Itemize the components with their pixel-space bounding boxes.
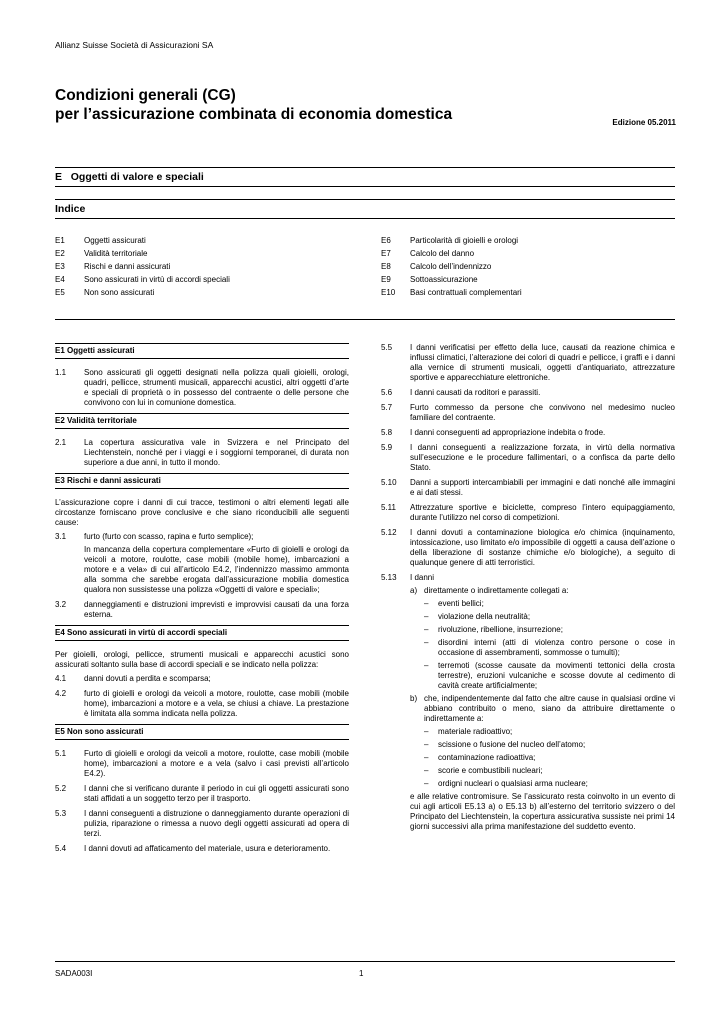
list-item: – terremoti (scosse causate da movimenti tettonici della crosta terrestre), eruzioni vulcaniche e scosse dovute al cedimento di cavità create artificialmente;	[424, 661, 675, 690]
clause-5-2: 5.2 I danni che si verificano durante il periodo in cui gli oggetti assicurati sono stati affidati a un soggetto terzo per il trasporto.	[55, 784, 349, 803]
list-item: – contaminazione radioattiva;	[424, 753, 536, 762]
list-item: – scorie e combustibili nucleari;	[424, 766, 543, 775]
divider	[55, 186, 675, 187]
page-number: 1	[359, 969, 364, 978]
list-item: – rivoluzione, ribellione, insurrezione;	[424, 625, 563, 634]
clause-5-8: 5.8 I danni conseguenti ad appropriazione indebita o frode.	[381, 428, 606, 437]
divider	[55, 218, 675, 219]
company-name: Allianz Suisse Società di Assicurazioni SA	[55, 40, 214, 50]
clause-5-13-b: b) che, indipendentemente dal fatto che altre cause in qualsiasi ordine vi abbiano contribuito o meno, siano da attribuire direttamente o indirettamente a:	[410, 694, 675, 723]
clause-5-3: 5.3 I danni conseguenti a distruzione o danneggiamento durante operazioni di pulizia, riparazione o rimessa a nuovo degli oggetti assicurati ad opera di terzi.	[55, 809, 349, 838]
clause-3-1: 3.1 furto (furto con scasso, rapina e furto semplice);	[55, 532, 254, 541]
clause-4-2: 4.2 furto di gioielli e orologi da veicoli a motore, roulotte, case mobili (mobile home), imbarcazioni a motore e a vela, se chiusi a chiave. La prestazione è limitata alla somma indicata nella polizza.	[55, 689, 349, 718]
article-heading-e5: E5 Non sono assicurati	[55, 724, 349, 740]
document-title	[55, 86, 452, 124]
divider	[55, 199, 675, 200]
list-item: – ordigni nucleari o qualsiasi arma nucleare;	[424, 779, 588, 788]
clause-5-9: 5.9 I danni conseguenti a realizzazione forzata, in virtù della normativa sull’esecuzione e le procedure fallimentari, o a confisca da parte dello Stato.	[381, 443, 675, 472]
section-heading: E Oggetti di valore e speciali	[55, 171, 204, 183]
document-code: SADA003I	[55, 969, 93, 978]
body-left-column	[55, 343, 349, 859]
clause-5-10: 5.10 Danni a supporti intercambiabili per immagini e dati nonché alle immagini e ai dati stessi.	[381, 478, 675, 497]
clause-5-1: 5.1 Furto di gioielli e orologi da veicoli a motore, roulotte, case mobili (mobile home), imbarcazioni a motore e a vela (salvo i casi previsti all’articolo E4.2).	[55, 749, 349, 778]
clause-4-1: 4.1 danni dovuti a perdita e scomparsa;	[55, 674, 211, 683]
clause-5-12: 5.12 I danni dovuti a contaminazione biologica e/o chimica (inquinamento, intossicazione, uso limitato e/o impossibile di oggetti a causa dell’azione o della liberazione di sostanze chimiche e/o biologiche), a seguito di qualunque genere di atti terroristici.	[381, 528, 675, 567]
divider	[55, 319, 675, 320]
title-line-2: per l’assicurazione combinata di economia domestica	[55, 106, 453, 123]
intro-paragraph: Per gioielli, orologi, pellicce, strumenti musicali e apparecchi acustici sono assicurati soltanto sulla base di accordi speciali e se indicato nella polizza:	[55, 650, 349, 669]
article-heading-e3: E3 Rischi e danni assicurati	[55, 473, 349, 489]
title-line-1: Condizioni generali (CG)	[55, 87, 236, 104]
clause-5-6: 5.6 I danni causati da roditori e parassiti.	[381, 388, 541, 397]
footer-divider	[55, 961, 675, 962]
list-item: – violazione della neutralità;	[424, 612, 531, 621]
intro-paragraph: L’assicurazione copre i danni di cui tracce, testimoni o altri elementi legati alle circostanze forniscano prove conclusive e che siano riconducibili alle seguenti cause:	[55, 498, 349, 527]
edition-label: Edizione 05.2011	[612, 118, 676, 127]
clause-5-13: 5.13 I danni	[381, 573, 435, 582]
list-item: – disordini interni (atti di violenza contro persone o cose in occasione di assembramenti, sommosse o tumulti);	[424, 638, 675, 657]
clause-1-1: 1.1 Sono assicurati gli oggetti designati nella polizza quali gioielli, orologi, quadri, pellicce, strumenti musicali, apparecchi acustici, altri oggetti d’arte e speciali di proprietà o in possesso del contraente o delle persone che convivono con lui in comunione domestica.	[55, 368, 349, 407]
clause-5-11: 5.11 Attrezzature sportive e biciclette, compreso l’intero equipaggiamento, durante l’utilizzo nel corso di competizioni.	[381, 503, 675, 522]
clause-3-2: 3.2 danneggiamenti e distruzioni imprevisti e improvvisi causati da una forza esterna.	[55, 600, 349, 619]
clause-5-13-a: a) direttamente o indirettamente collegati a:	[410, 586, 569, 595]
body-right-column	[381, 343, 675, 837]
clause-5-4: 5.4 I danni dovuti ad affaticamento del materiale, usura e deterioramento.	[55, 844, 331, 853]
article-heading-e1: E1 Oggetti assicurati	[55, 343, 349, 359]
list-item: – scissione o fusione del nucleo dell’atomo;	[424, 740, 586, 749]
clause-2-1: 2.1 La copertura assicurativa vale in Svizzera e nel Principato del Liechtenstein, nonché per i viaggi e i soggiorni temporanei, di durata non superiore a due anni, in tutto il mondo.	[55, 438, 349, 467]
divider	[55, 167, 675, 168]
clause-3-1-note: In mancanza della copertura complementare «Furto di gioielli e orologi da veicoli a motore, roulotte, case mobili (mobile home), imbarcazioni a motore e a vela» di cui all’articolo E4.2, l’indennizzo massimo ammonta alla somma che sarebbe erogata dall’assicurazione mobilia domestica qualora non sussistesse una polizza «Oggetti di valore e speciali»;	[84, 545, 349, 594]
list-item: – eventi bellici;	[424, 599, 484, 608]
clause-5-5: 5.5 I danni verificatisi per effetto della luce, causati da reazione chimica e influssi climatici, l’alterazione dei colori di quadri e pellicce, i graffi e i danni alla vernice di strumenti musicali, oggetti d’antiquariato, attrezzature sportive e apparecchiature elettroniche.	[381, 343, 675, 382]
list-item: – materiale radioattivo;	[424, 727, 513, 736]
clause-5-7: 5.7 Furto commesso da persone che convivono nel medesimo nucleo familiare del contraente.	[381, 403, 675, 422]
clause-5-13-closing: e alle relative contromisure. Se l’assicurato resta coinvolto in un evento di cui agli articoli E5.13 a) o E5.13 b) all’esterno del territorio svizzero o del Principato del Liechtenstein, la copertura assicurativa sussiste nei primi 14 giorni successivi alla prima manifestazione del suddetto evento.	[410, 792, 675, 831]
article-heading-e4: E4 Sono assicurati in virtù di accordi speciali	[55, 625, 349, 641]
article-heading-e2: E2 Validità territoriale	[55, 413, 349, 429]
index-heading: Indice	[55, 203, 86, 215]
